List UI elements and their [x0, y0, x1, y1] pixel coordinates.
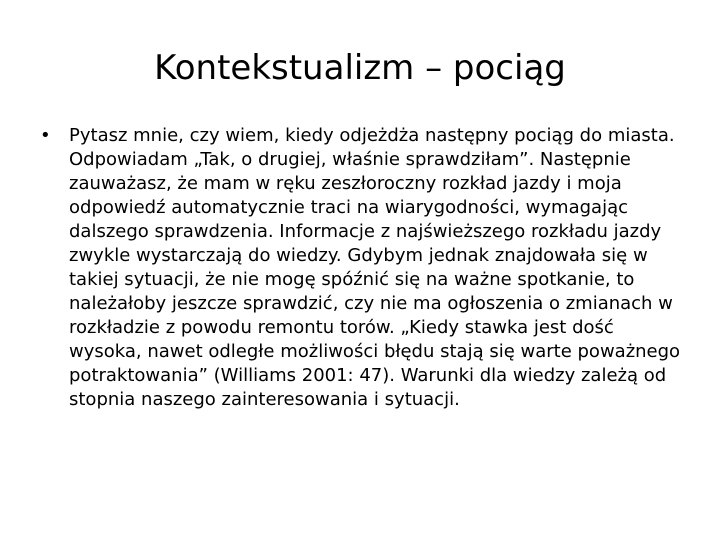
- bullet-item: [40, 124, 688, 412]
- bullet-icon: •: [40, 125, 51, 146]
- slide-title: Kontekstualizm – pociąg: [154, 48, 566, 88]
- bullet-text: Pytasz mnie, czy wiem, kiedy odjeżdża następny pociąg do miasta. Odpowiadam „Tak, o drugiej, właśnie sprawdziłam”. Następnie zauważasz, że mam w ręku zeszłoroczny rozkład jazdy i moja odpowiedź automatycznie traci na wiarygodności, wymagając dalszego sprawdzenia. Informacje z najświeższego rozkładu jazdy zwykle wystarczają do wiedzy. Gdybym jednak znajdowała się w takiej sytuacji, że nie mogę spóźnić się na ważne spotkanie, to należałoby jeszcze sprawdzić, czy nie ma ogłoszenia o zmianach w rozkładzie z powodu remontu torów. „Kiedy stawka jest dość wysoka, nawet odległe możliwości błędu stają się warte poważnego potraktowania” (Williams 2001: 47). Warunki dla wiedzy zależą od stopnia naszego zainteresowania i sytuacji.: [69, 125, 681, 410]
- slide-content: [40, 124, 688, 412]
